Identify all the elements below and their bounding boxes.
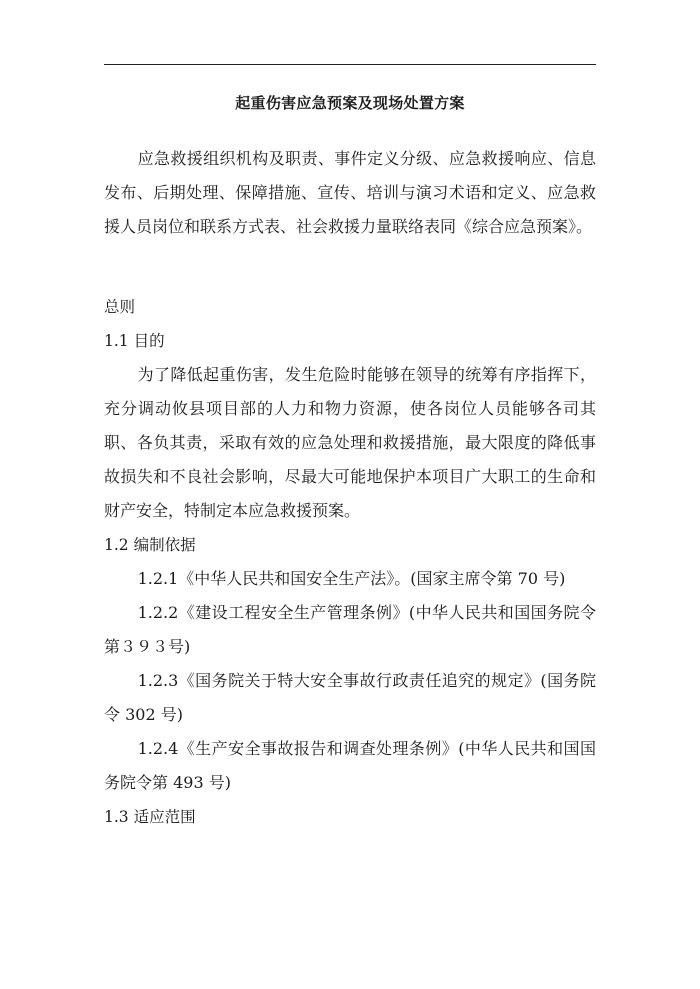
- reference-item: 1.2.4《生产安全事故报告和调查处理条例》(中华人民共和国国务院令第 493 号): [104, 739, 596, 792]
- intro-paragraph: 应急救援组织机构及职责、事件定义分级、应急救援响应、信息发布、后期处理、保障措施、宣传、培训与演习术语和定义、应急救援人员岗位和联系方式表、社会救援力量联络表同《综合应急预案》。: [104, 149, 596, 236]
- reference-item: 1.2.3《国务院关于特大安全事故行政责任追究的规定》(国务院令 302 号): [104, 671, 596, 724]
- document-title: 起重伤害应急预案及现场处置方案: [235, 94, 465, 112]
- section-general-heading: 总则: [104, 298, 136, 316]
- header-rule: [104, 64, 596, 65]
- section-gap: [104, 244, 596, 290]
- section-1-3-heading: 1.3 适应范围: [104, 808, 196, 826]
- document-body: [104, 142, 596, 834]
- reference-item: 1.2.2《建设工程安全生产管理条例》(中华人民共和国国务院令 第３９３号): [104, 603, 596, 656]
- reference-item: 1.2.1《中华人民共和国安全生产法》。(国家主席令第 70 号): [137, 569, 566, 588]
- section-1-1-heading: 1.1 目的: [104, 332, 165, 350]
- section-1-1-paragraph: 为了降低起重伤害，发生危险时能够在领导的统筹有序指挥下，充分调动攸县项目部的人力和物力资源，使各岗位人员能够各司其职、各负其责，采取有效的应急处理和救援措施，最大限度的降低事故损失和不良社会影响，尽最大可能地保护本项目广大职工的生命和财产安全，特制定本应急救援预案。: [104, 365, 596, 520]
- section-1-2-heading: 1.2 编制依据: [104, 536, 196, 554]
